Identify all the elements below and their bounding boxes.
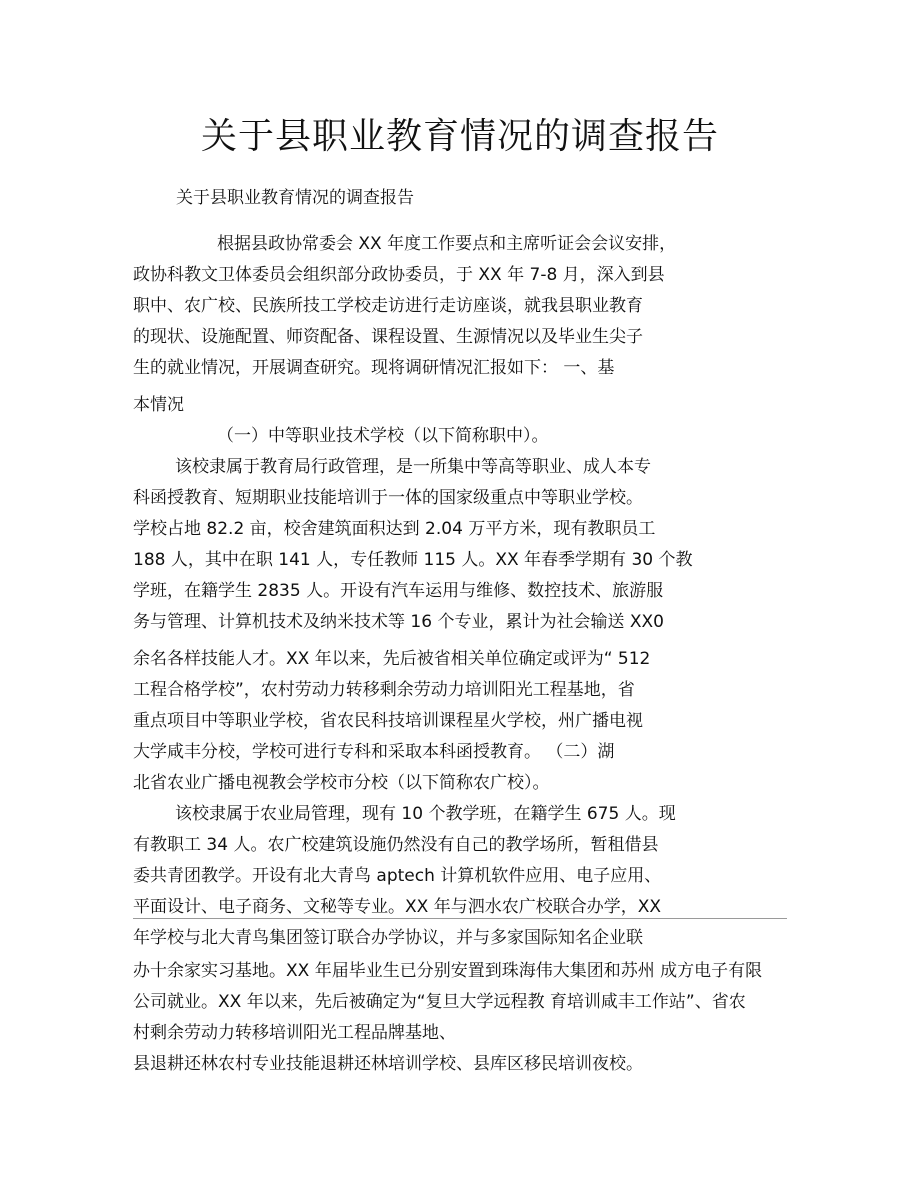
paragraph-line: 县退耕还林农村专业技能退耕还林培训学校、县库区移民培训夜校。 <box>133 1054 643 1074</box>
paragraph-line: 平面设计、电子商务、文秘等专业。XX 年与泗水农广校联合办学，XX <box>133 897 661 917</box>
document-subtitle: 关于县职业教育情况的调查报告 <box>176 188 414 208</box>
paragraph-line: 该校隶属于教育局行政管理，是一所集中等高等职业、成人本专 <box>175 457 651 477</box>
paragraph-line: 余名各样技能人才。XX 年以来，先后被省相关单位确定或评为“ 512 <box>133 649 651 669</box>
paragraph-line: 大学咸丰分校，学校可进行专科和采取本科函授教育。 （二）湖 <box>133 742 615 762</box>
paragraph-line: 务与管理、计算机技术及纳米技术等 16 个专业，累计为社会输送 XX0 <box>133 612 664 632</box>
paragraph-line: 职中、农广校、民族所技工学校走访进行走访座谈，就我县职业教育 <box>133 296 643 316</box>
paragraph-line: 公司就业。XX 年以来，先后被确定为“复旦大学远程教 育培训咸丰工作站”、省农 <box>133 992 746 1012</box>
divider-line <box>133 918 787 919</box>
paragraph-line: 的现状、设施配置、师资配备、课程设置、生源情况以及毕业生尖子 <box>133 327 643 347</box>
paragraph-line: 年学校与北大青鸟集团签订联合办学协议，并与多家国际知名企业联 <box>133 928 643 948</box>
paragraph-line: 生的就业情况，开展调查研究。现将调研情况汇报如下： 一、基 <box>133 358 615 378</box>
paragraph-line: 根据县政协常委会 XX 年度工作要点和主席听证会会议安排， <box>217 234 677 254</box>
paragraph-line: 该校隶属于农业局管理，现有 10 个教学班，在籍学生 675 人。现 <box>175 804 676 824</box>
paragraph-line: 学班，在籍学生 2835 人。开设有汽车运用与维修、数控技术、旅游服 <box>133 581 664 601</box>
paragraph-line: 科函授教育、短期职业技能培训于一体的国家级重点中等职业学校。 <box>133 488 643 508</box>
paragraph-line: 办十余家实习基地。XX 年届毕业生已分别安置到珠海伟大集团和苏州 成方电子有限 <box>133 961 763 981</box>
paragraph-line: 有教职工 34 人。农广校建筑设施仍然没有自己的教学场所，暂租借县 <box>133 835 659 855</box>
section-heading: （一）中等职业技术学校（以下简称职中）。 <box>217 426 549 446</box>
paragraph-line: 政协科教文卫体委员会组织部分政协委员，于 XX 年 7-8 月，深入到县 <box>133 265 665 285</box>
paragraph-line: 188 人，其中在职 141 人，专任教师 115 人。XX 年春季学期有 30 个教 <box>133 550 693 570</box>
paragraph-line: 委共青团教学。开设有北大青鸟 aptech 计算机软件应用、电子应用、 <box>133 866 662 886</box>
document-title: 关于县职业教育情况的调查报告 <box>200 116 719 157</box>
paragraph-line: 学校占地 82.2 亩，校舍建筑面积达到 2.04 万平方米，现有教职员工 <box>133 519 656 539</box>
paragraph-line: 村剩余劳动力转移培训阳光工程品牌基地、 <box>133 1023 456 1043</box>
paragraph-line: 工程合格学校”，农村劳动力转移剩余劳动力培训阳光工程基地，省 <box>133 680 635 700</box>
paragraph-line: 本情况 <box>133 395 184 415</box>
paragraph-line: 重点项目中等职业学校，省农民科技培训课程星火学校，州广播电视 <box>133 711 643 731</box>
paragraph-line: 北省农业广播电视教会学校市分校（以下简称农广校）。 <box>133 773 550 793</box>
